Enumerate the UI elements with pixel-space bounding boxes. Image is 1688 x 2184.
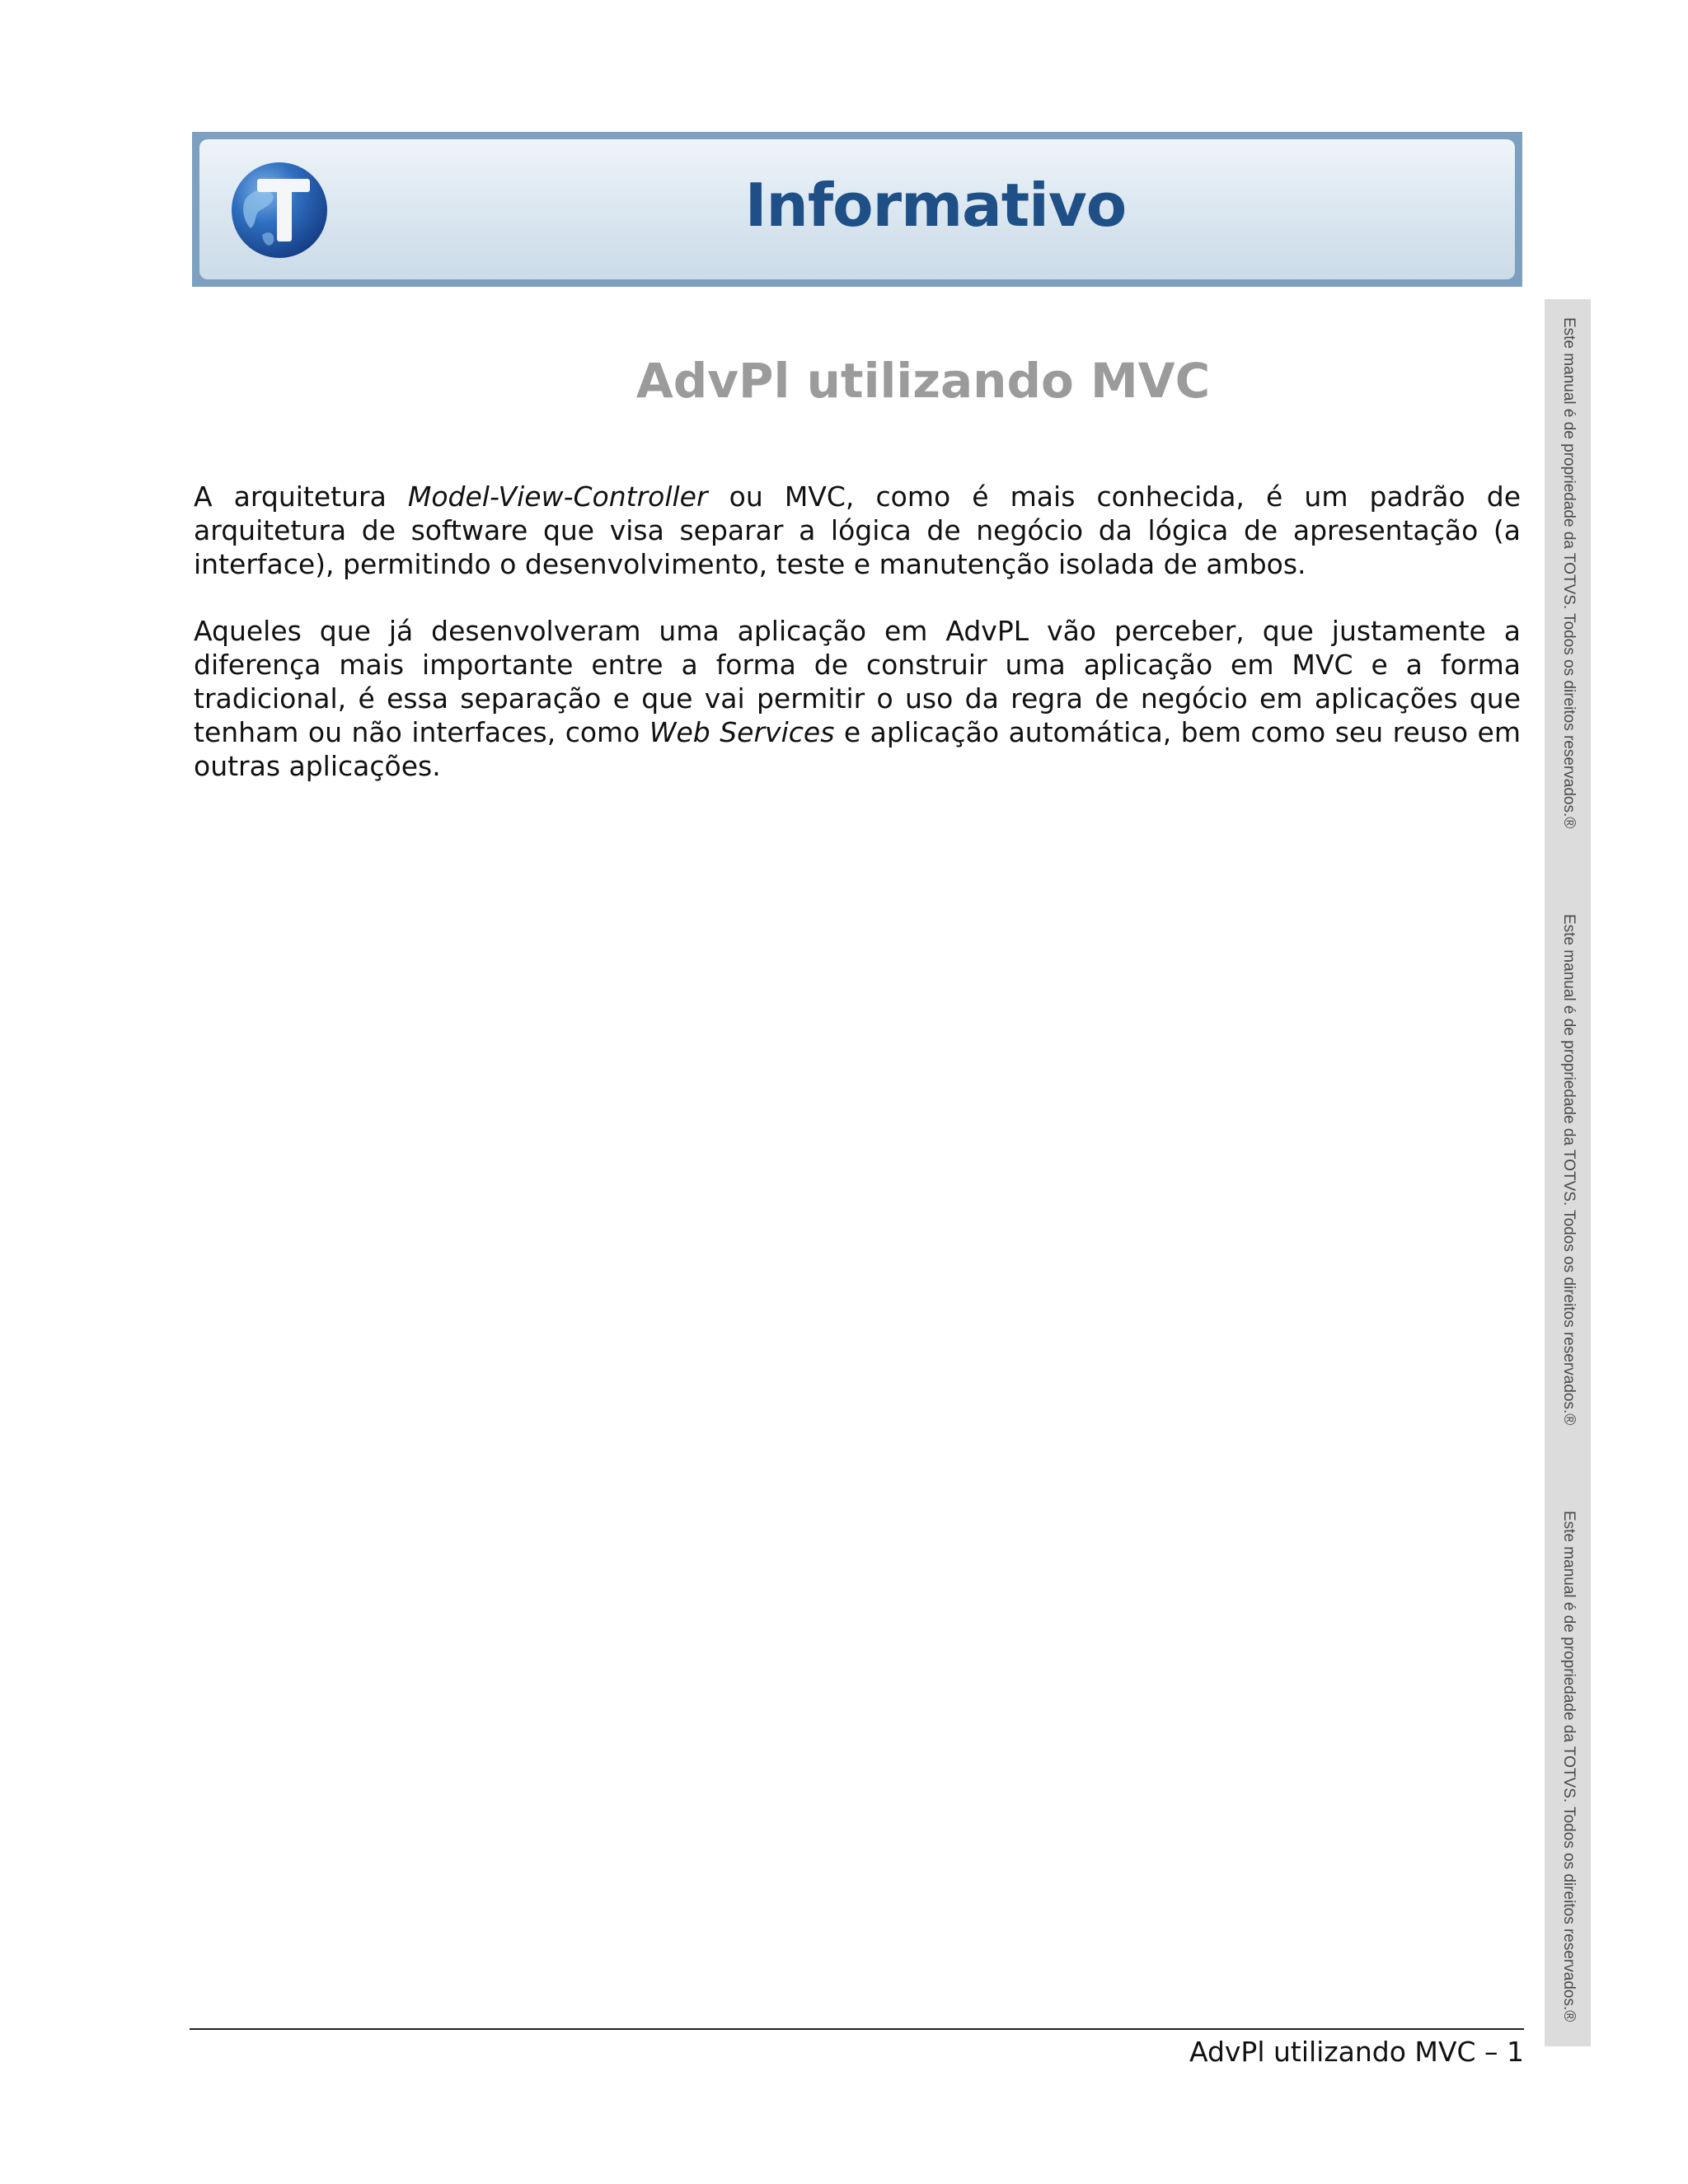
header-banner-panel [199,139,1515,279]
footer-divider [190,2028,1524,2030]
paragraph-advpl [194,614,1521,783]
side-copyright-note [1545,1511,1591,2055]
side-copyright-text: Este manual é de propriedade da TOTVS. Todos os direitos reservados.® [1560,914,1578,1426]
page-title: AdvPl utilizando MVC [635,353,1211,409]
paragraph-advpl-text-end: e aplicação automática, bem como seu reuso em outras aplicações. [194,716,1521,782]
banner-title: Informativo [744,171,1127,240]
paragraph-intro [194,480,1521,581]
side-copyright-text: Este manual é de propriedade da TOTVS. Todos os direitos reservados.® [1560,1511,1578,2022]
header-banner [192,132,1522,287]
paragraph-intro-text-end: ou MVC, como é mais conhecida, é um padrão de arquitetura de software que visa separar a lógica de negócio da lógica de apresentação (a interface), permitindo o desenvolvimento, teste e manutenção isolada de ambos. [194,480,1521,580]
side-copyright-text: Este manual é de propriedade da TOTVS. Todos os direitos reservados.® [1560,317,1578,829]
paragraph-intro-text-start: A arquitetura [194,480,408,513]
side-copyright-note [1545,317,1591,861]
paragraph-advpl-italic-term: Web Services [649,716,835,748]
paragraph-advpl-text-start: Aqueles que já desenvolveram uma aplicação em AdvPL vão perceber, que justamente a diferença mais importante entre a forma de construir uma aplicação em MVC e a forma tradicional, é essa separação e que vai permitir o uso da regra de negócio em aplicações que tenham ou não interfaces, como [194,615,1521,748]
logo-letter: T [229,159,230,160]
footer-page-label: AdvPl utilizando MVC – 1 [1189,2036,1524,2068]
side-copyright-strip [1545,299,1591,2046]
side-copyright-note [1545,914,1591,1458]
paragraph-intro-italic-term: Model-View-Controller [407,480,708,513]
